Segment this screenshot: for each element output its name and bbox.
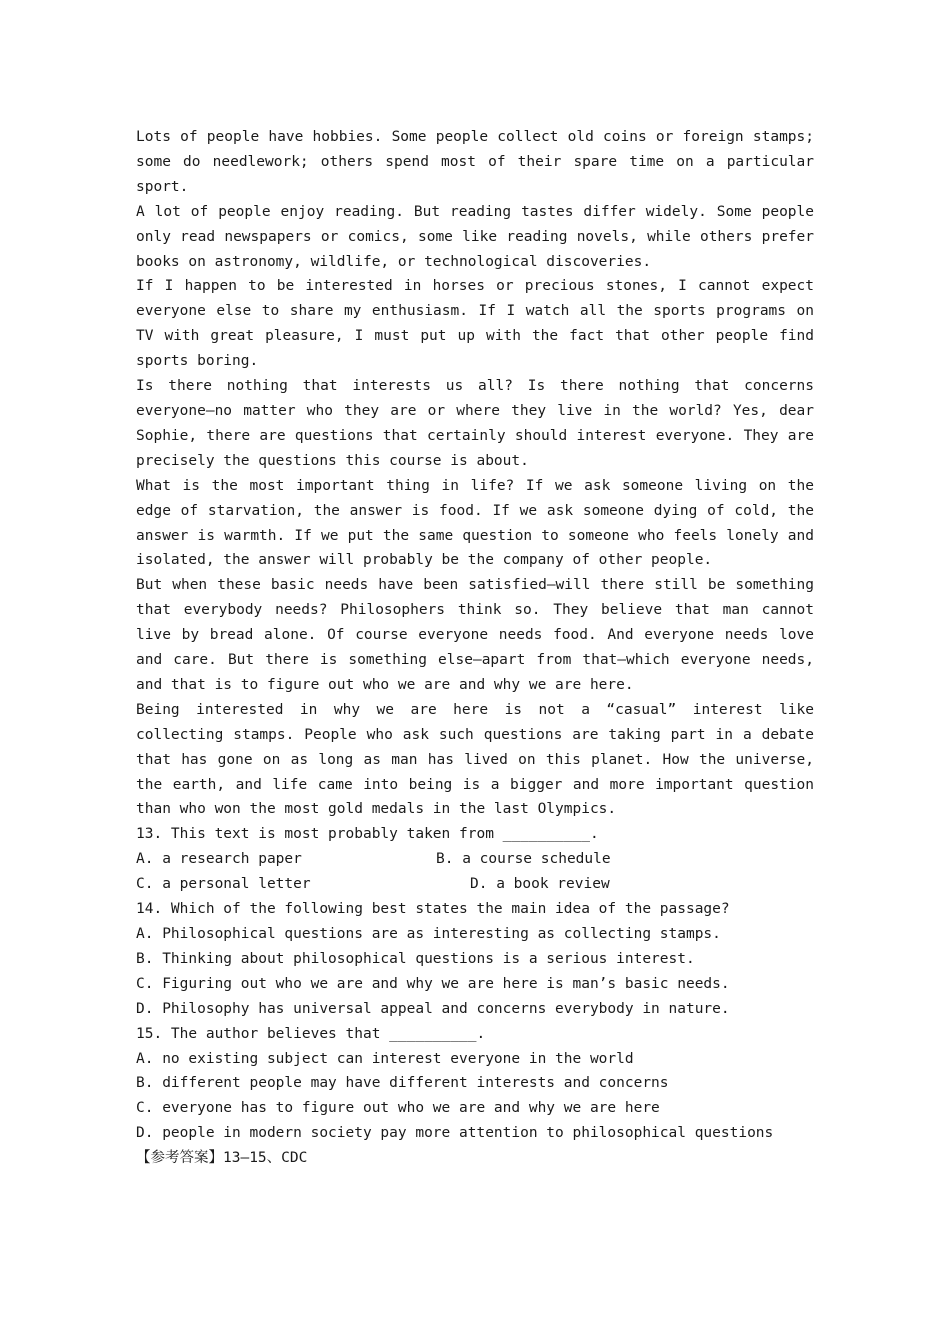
question-15 [136, 1022, 814, 1147]
question-13-stem: 13. This text is most probably taken from __________. [136, 826, 599, 843]
answer-key: 【参考答案】13—15、CDC [136, 1150, 308, 1166]
passage-paragraph-2: A lot of people enjoy reading. But reading tastes differ widely. Some people only read newspapers or comics, some like reading novels, while others prefer books on astronomy, wildlife, or technological discoveries. [136, 203, 814, 270]
passage-paragraph-4: Is there nothing that interests us all? Is there nothing that concerns everyone—no matter who they are or where they live in the world? Yes, dear Sophie, there are questions that certainly should interest everyone. They are precisely the questions this course is about. [136, 378, 814, 469]
question-13-option-d: D. a book review [470, 876, 610, 893]
question-15-option-b: B. different people may have different interests and concerns [136, 1075, 669, 1092]
question-14-stem: 14. Which of the following best states the main idea of the passage? [136, 901, 730, 918]
question-13-option-c: C. a personal letter [136, 876, 311, 893]
question-15-option-c: C. everyone has to figure out who we are and why we are here [136, 1100, 660, 1117]
question-13-options-row-2 [136, 872, 814, 897]
question-14-option-d: D. Philosophy has universal appeal and concerns everybody in nature. [136, 1000, 730, 1017]
question-13 [136, 822, 814, 897]
passage-paragraph-5: What is the most important thing in life? If we ask someone living on the edge of starvation, the answer is food. If we ask someone dying of cold, the answer is warmth. If we put the same question to someone who feels lonely and isolated, the answer will probably be the company of other people. [136, 477, 814, 569]
question-13-option-b: B. a course schedule [436, 851, 611, 868]
question-13-options-row-1 [136, 847, 814, 872]
question-15-stem: 15. The author believes that __________. [136, 1025, 486, 1042]
question-15-option-d: D. people in modern society pay more attention to philosophical questions [136, 1125, 774, 1142]
question-14-option-a: A. Philosophical questions are as interesting as collecting stamps. [136, 926, 721, 942]
passage-paragraph-1: Lots of people have hobbies. Some people collect old coins or foreign stamps; some do needlework; others spend most of their spare time on a particular sport. [136, 129, 814, 195]
passage-paragraph-7: Being interested in why we are here is not a “casual” interest like collecting stamps. People who ask such questions are taking part in a debate that has gone on as long as man has lived on this planet. How the universe, the earth, and life came into being is a bigger and more important question than who won the most gold medals in the last Olympics. [136, 701, 814, 818]
question-14-option-c: C. Figuring out who we are and why we are here is man’s basic needs. [136, 975, 730, 992]
passage-paragraph-3: If I happen to be interested in horses or precious stones, I cannot expect everyone else to share my enthusiasm. If I watch all the sports programs on TV with great pleasure, I must put up with the fact that other people find sports boring. [136, 278, 814, 370]
question-15-option-a: A. no existing subject can interest everyone in the world [136, 1050, 634, 1067]
reading-passage [136, 125, 814, 1146]
question-13-option-a: A. a research paper [136, 851, 302, 868]
question-14 [136, 897, 814, 1022]
question-14-option-b: B. Thinking about philosophical questions is a serious interest. [136, 950, 695, 967]
passage-paragraph-6: But when these basic needs have been satisfied—will there still be something that everybody needs? Philosophers think so. They believe that man cannot live by bread alone. Of course everyone needs food. And everyone needs love and care. But there is something else—apart from that—which everyone needs, and that is to figure out who we are and why we are here. [136, 577, 814, 693]
